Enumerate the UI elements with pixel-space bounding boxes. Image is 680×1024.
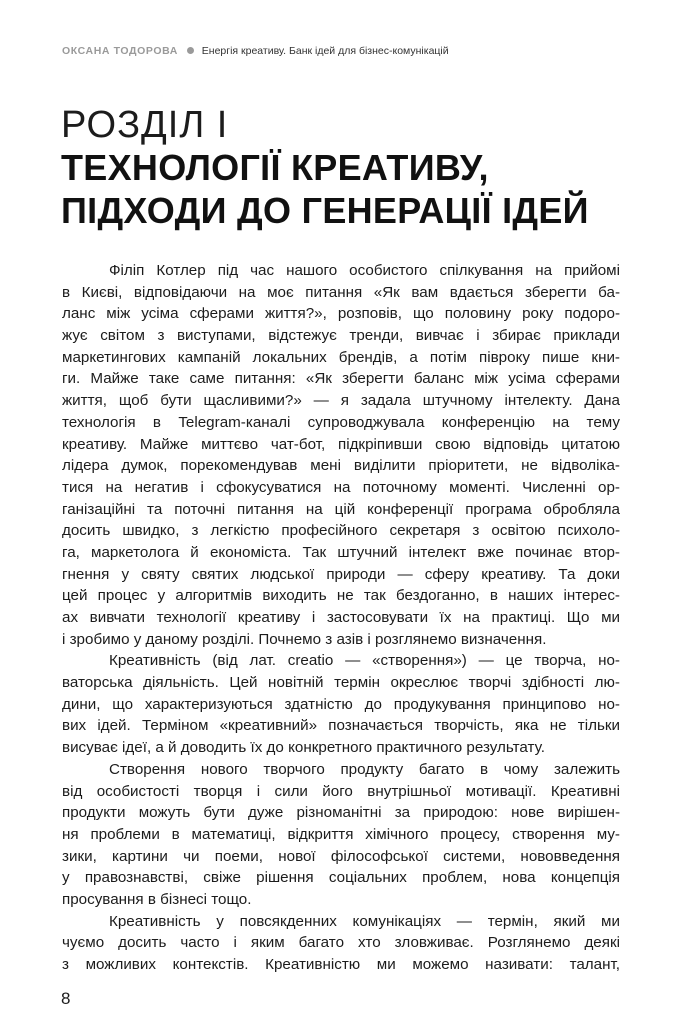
- paragraph-line: тися на негатив і сфокусуватися на поточному моменті. Численні ор-: [62, 478, 620, 496]
- running-head: [62, 45, 449, 57]
- paragraph-line: Креативність у повсякденних комунікаціях — термін, який ми: [109, 912, 620, 930]
- paragraph-line: лідера думок, порекомендував мені виділити пріоритети, не відволіка-: [62, 457, 620, 475]
- running-head-book-title: Енергія креативу. Банк ідей для бізнес-комунікацій: [201, 45, 449, 57]
- paragraph-line: жує світом з виступами, відстежує тренди, вивчає і збирає приклади: [62, 327, 620, 345]
- paragraph-line: у правознавстві, свіже рішення соціальних проблем, нова концепція: [62, 869, 620, 887]
- running-head-author: ОКСАНА ТОДОРОВА: [62, 45, 178, 57]
- paragraph-line: Створення нового творчого продукту багато в чому залежить: [109, 760, 620, 778]
- paragraph-line: га, маркетолога й економіста. Так штучний інтелект вже починає втор-: [62, 543, 620, 561]
- paragraph-line: дини, що характеризуються здатністю до продукування принципово но-: [62, 695, 620, 713]
- bullet-dot-icon: [187, 47, 194, 54]
- paragraph-line: ах вивчати технології креативу і застосовувати їх на практиці. Що ми: [62, 609, 620, 626]
- page-number: 8: [61, 989, 71, 1008]
- paragraph-line: висуває ідеї, а й доводить їх до конкретного практичного результату.: [62, 739, 545, 757]
- chapter-title-line: ТЕХНОЛОГІЇ КРЕАТИВУ,: [61, 147, 489, 188]
- paragraph-line: вих ідей. Терміном «креативний» позначається творчість, яка не тільки: [62, 717, 620, 735]
- paragraph-line: продукти можуть бути дуже різноманітні за природою: нове вирішен-: [62, 804, 620, 822]
- paragraph-line: зики, картини чи поеми, нової філософської системи, нововведення: [62, 847, 620, 865]
- paragraph-line: гнення у святу святих людської природи — сферу креативу. Та доки: [62, 565, 620, 583]
- paragraph-line: ня проблеми в математиці, відкриття хімічного процесу, створення му-: [62, 825, 620, 843]
- paragraph-line: технологія в Telegram-каналі супроводжувала конференцію на тему: [62, 413, 620, 431]
- paragraph-line: ги. Майже таке саме питання: «Як зберегти баланс між усіма сферами: [62, 370, 620, 388]
- chapter-title: [61, 146, 589, 232]
- chapter-label: РОЗДІЛ I: [61, 104, 229, 146]
- paragraph-line: ваторська діяльність. Цей новітній термін окреслює творчі здібності лю-: [62, 674, 620, 692]
- chapter-title-line: ПІДХОДИ ДО ГЕНЕРАЦІЇ ІДЕЙ: [61, 190, 589, 231]
- paragraph-line: від особистості творця і сили його внутрішньої мотивації. Креативні: [62, 782, 620, 800]
- paragraph-line: маркетингових кампаній локальних брендів, а потім півроку пише кни-: [62, 348, 620, 366]
- paragraph-line: цей процес у алгоритмів виходить не так бездоганно, в наших інтерес-: [62, 587, 620, 605]
- paragraph-line: просування в бізнесі тощо.: [62, 890, 252, 908]
- body-text: [62, 260, 620, 976]
- paragraph-line: і зробимо у даному розділі. Почнемо з азів і розглянемо визначення.: [62, 630, 547, 648]
- paragraph-line: в Києві, відповідаючи на моє питання «Як вам вдається зберегти ба-: [62, 283, 620, 301]
- paragraph-line: Філіп Котлер під час нашого особистого спілкування на прийомі: [109, 262, 620, 279]
- paragraph-line: чуємо досить часто і яким багато хто зловживає. Розглянемо деякі: [62, 934, 620, 952]
- paragraph-line: досить швидко, з легкістю професійного секретаря з освітою психоло-: [62, 522, 620, 540]
- paragraph-line: Креативність (від лат. creatio — «створення») — це творча, но-: [109, 652, 620, 670]
- paragraph-line: життя, щоб бути щасливими?» — я задала штучному інтелекту. Дана: [62, 392, 620, 410]
- paragraph-line: креативу. Майже миттєво чат-бот, підкріпивши свою відповідь цитатою: [62, 435, 620, 453]
- paragraph-line: з можливих контекстів. Креативністю ми можемо називати: талант,: [62, 956, 620, 973]
- paragraph-line: ланс між усіма сферами життя?», розповів, що половину року подоро-: [62, 305, 620, 323]
- paragraph-line: ганізаційні та поточні питання на цій конференції програма обробляла: [62, 500, 620, 518]
